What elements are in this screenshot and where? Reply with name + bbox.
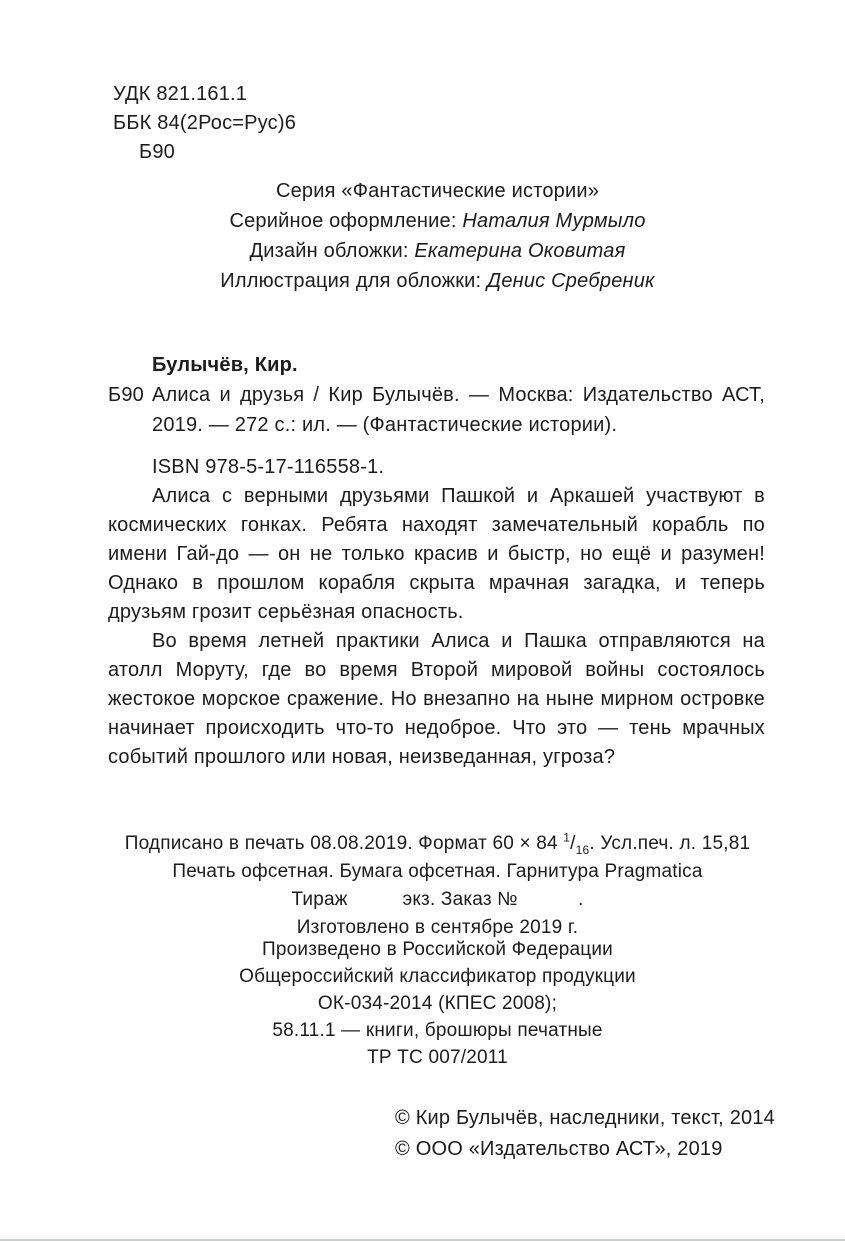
fraction-numerator: 1 xyxy=(563,830,571,845)
imprint-line-3: Тираж экз. Заказ № . xyxy=(291,889,584,910)
author-heading: Булычёв, Кир. xyxy=(152,354,298,376)
catalog-card xyxy=(108,350,765,482)
series-block xyxy=(0,176,845,296)
series-design-line xyxy=(30,206,845,236)
imprint-line-1-after: . Усл.печ. л. 15,81 xyxy=(589,833,751,854)
copyright-line: © Кир Булычёв, наследники, текст, 2014 xyxy=(395,1107,775,1129)
cover-design-line xyxy=(30,236,845,266)
udk-number: УДК 821.161.1 xyxy=(113,83,248,105)
copyright-line: © ООО «Издательство АСТ», 2019 xyxy=(395,1138,723,1160)
fraction-denominator: 16 xyxy=(575,842,590,857)
series-title: Серия «Фантастические истории» xyxy=(275,180,600,202)
catalog-code: Б90 xyxy=(108,384,144,406)
production-line: ОК-034-2014 (КПЕС 2008); xyxy=(317,993,558,1014)
imprint-line-1-before: Подписано в печать 08.08.2019. Формат 60 × 84 xyxy=(124,833,564,854)
production-line: ТР ТС 007/2011 xyxy=(367,1047,508,1068)
series-design-label: Серийное оформление: xyxy=(229,210,463,232)
copyright-block xyxy=(395,1103,775,1165)
production-block xyxy=(0,936,845,1071)
imprint-line-4: Изготовлено в сентябре 2019 г. xyxy=(296,917,579,938)
production-line: Общероссийский классификатор продукции xyxy=(239,966,636,987)
catalog-description: Алиса и друзья / Кир Булычёв. — Москва: Издательство АСТ, 2019. — 272 с.: ил. — (Фантастические истории). xyxy=(152,384,765,436)
fraction-slash: / xyxy=(570,833,576,854)
production-line: 58.11.1 — книги, брошюры печатные xyxy=(272,1020,603,1041)
classification-block xyxy=(113,80,296,167)
author-sign-code: Б90 xyxy=(139,141,175,163)
annotation xyxy=(108,482,765,772)
production-line: Произведено в Российской Федерации xyxy=(262,939,613,960)
isbn: ISBN 978-5-17-116558-1. xyxy=(152,456,385,478)
catalog-entry xyxy=(108,380,765,440)
series-design-name: Наталия Мурмыло xyxy=(462,210,646,232)
cover-illustration-line xyxy=(30,266,845,296)
imprint-line-1 xyxy=(30,830,845,858)
cover-design-name: Екатерина Оковитая xyxy=(414,240,626,262)
cover-design-label: Дизайн обложки: xyxy=(249,240,415,262)
bbk-number: ББК 84(2Рос=Рус)6 xyxy=(113,112,297,134)
imprint-block xyxy=(0,830,845,942)
cover-illustration-label: Иллюстрация для обложки: xyxy=(220,270,488,292)
imprint-line-2: Печать офсетная. Бумага офсетная. Гарнитура Pragmatica xyxy=(172,861,703,882)
annotation-paragraph: Во время летней практики Алиса и Пашка отправляются на атолл Моруту, где во время Второй мировой войны состоялось жестокое морское сражение. Но внезапно на ныне мирном островке начинает происходить что-то недоброе. Что это — тень мрачных событий прошлого или новая, неизведанная, угроза? xyxy=(108,630,765,768)
annotation-paragraph: Алиса с верными друзьями Пашкой и Аркашей участвуют в космических гонках. Ребята находят замечательный корабль по имени Гай-до — он не только красив и быстр, но ещё и разумен! Однако в прошлом корабля скрыта мрачная загадка, и теперь друзьям грозит серьёзная опасность. xyxy=(108,485,765,623)
cover-illustration-name: Денис Сребреник xyxy=(487,270,655,292)
